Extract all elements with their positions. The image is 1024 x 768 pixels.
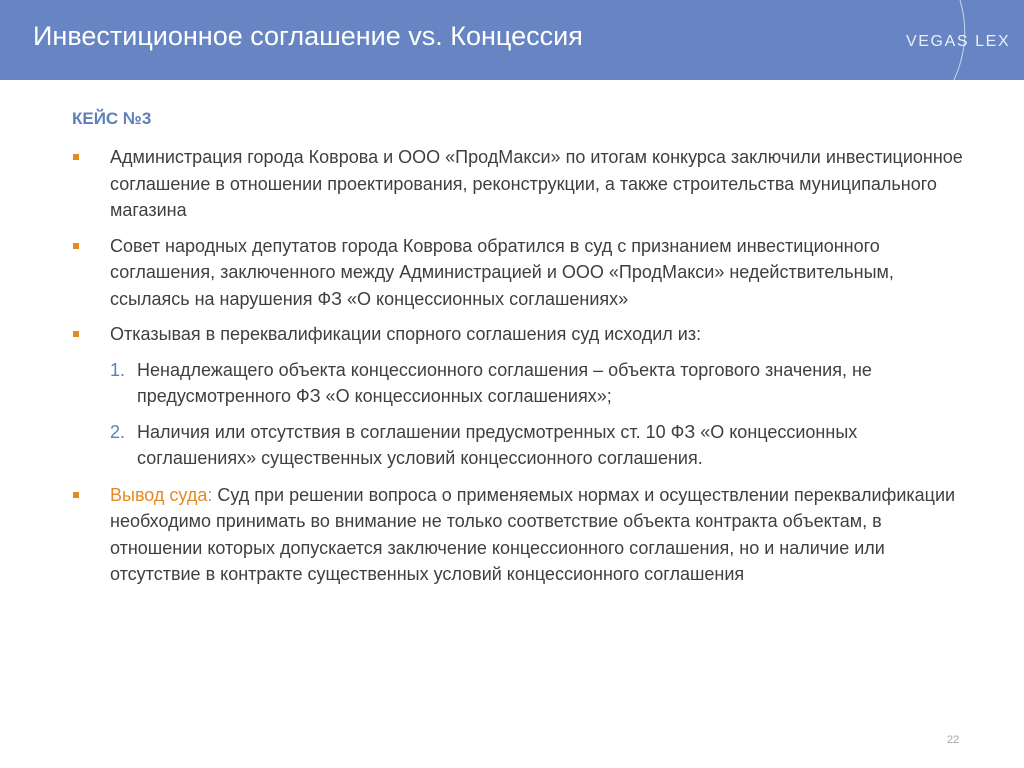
conclusion-label: Вывод суда:	[110, 484, 213, 505]
bullet-text: Отказывая в переквалификации спорного соглашения суд исходил из:	[110, 324, 702, 344]
page-number: 22	[947, 734, 960, 746]
bullet-item	[72, 233, 972, 313]
case-heading: КЕЙС №3	[72, 109, 152, 128]
bullet-text: Администрация города Коврова и ООО «ПродМакси» по итогам конкурса заключили инвестиционное соглашение в отношении проектирования, реконструкции, а также строительства муниципального магазина	[110, 147, 963, 220]
item-number: 2.	[110, 421, 126, 442]
item-number: 1.	[110, 359, 126, 380]
bullet-text: Совет народных депутатов города Коврова обратился в суд с признанием инвестиционного соглашения, заключенного между Администрацией и ООО «ПродМакси» недействительным, ссылаясь на нарушения ФЗ «О концессионных соглашениях»	[110, 235, 894, 309]
numbered-item	[110, 357, 972, 410]
bullet-square-icon	[73, 492, 79, 498]
company-logo: VEGAS LEX	[906, 33, 1011, 50]
numbered-item	[110, 419, 972, 472]
bullet-item	[72, 321, 972, 348]
slide-header	[0, 0, 1024, 80]
numbered-item-text: Ненадлежащего объекта концессионного соглашения – объекта торгового значения, не предусмотренного ФЗ «О концессионных соглашениях»;	[137, 359, 872, 406]
conclusion-text: Суд при решении вопроса о применяемых нормах и осуществлении переквалификации необходимо принимать во внимание не только соответствие объекта контракта объектам, в отношении которых допускается заключение концессионного соглашения, но и наличие или отсутствие в контракте существенных условий концессионного соглашения	[110, 484, 956, 584]
slide-title: Инвестиционное соглашение vs. Концессия	[33, 21, 583, 51]
numbered-item-text: Наличия или отсутствия в соглашении предусмотренных ст. 10 ФЗ «О концессионных соглашениях» существенных условий концессионного соглашения.	[137, 421, 858, 468]
bullet-square-icon	[73, 154, 79, 160]
bullet-item	[72, 144, 972, 224]
conclusion-bullet	[72, 482, 972, 588]
bullet-square-icon	[73, 331, 79, 337]
numbered-list	[110, 357, 972, 472]
slide-content	[72, 144, 972, 597]
bullet-square-icon	[73, 243, 79, 249]
